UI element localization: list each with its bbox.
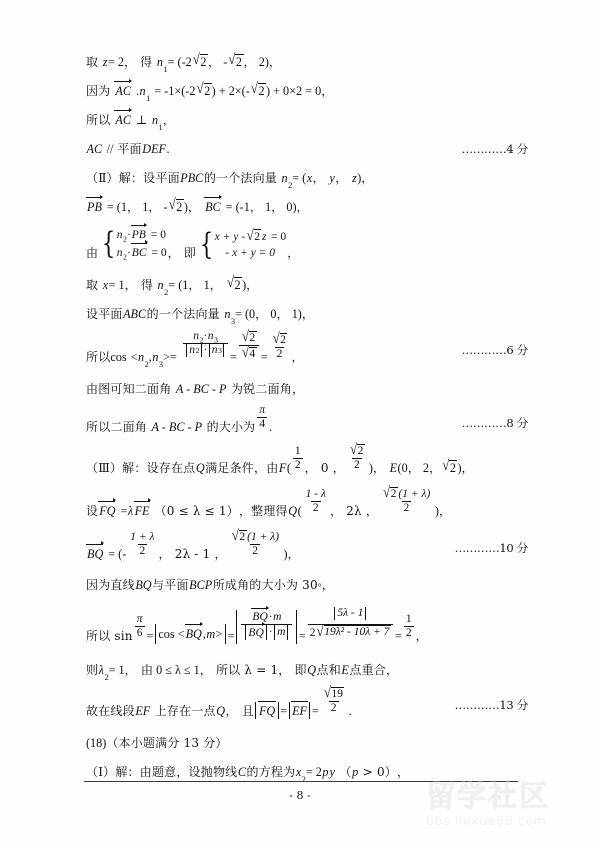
line1-eq1: = 2 (107, 54, 124, 69)
line18-t4: 点和 (316, 662, 341, 677)
line16-t2: 与平面 (152, 577, 189, 592)
text-line-ac-parallel-def (86, 139, 528, 157)
vector-fe: FE (134, 503, 150, 518)
fraction-sqrt19-over-2: √ 19 2 (323, 683, 343, 714)
line12-t1: 所以二面角 (86, 419, 148, 434)
line13-t1: 设存在点 (146, 460, 196, 475)
line18-t1: 由 0 ≤ λ ≤ 1 (140, 662, 200, 677)
line8-eq1: = 1 (108, 277, 125, 292)
line18-q: Q (307, 662, 317, 677)
line16-t3: 所成角的大小为 30 (212, 577, 318, 592)
line2-body-c: ) + 0×2 = 0 (266, 83, 322, 98)
line1-comma: ， (123, 55, 137, 69)
system-row-4: - x + y = 0 (225, 246, 275, 259)
line19-q: Q (216, 703, 226, 718)
line18-prefix: 则 (86, 662, 99, 677)
line1-prefix: 取 (86, 55, 99, 69)
line5-c1: ， (312, 171, 325, 185)
line6-bc-val: = (-1， 1， 0) (225, 199, 297, 214)
line5-x: x (306, 170, 313, 185)
line3-prefix: 所以 (86, 113, 111, 127)
watermark-main-text: 留学社区 (426, 779, 551, 813)
fraction-sqrt2-half-f: √ 2 2 (349, 440, 364, 471)
line9-eq: = (0， 0， 1) (235, 306, 302, 321)
line10-n2: n (138, 349, 145, 364)
line5-c2: ， (335, 171, 348, 185)
line21-c: C (237, 764, 246, 779)
line21-x: x (295, 764, 302, 779)
fraction-pi-over-4: $\frac{\pi}{4}$ (259, 404, 266, 430)
line5-t1: 设平面 (143, 171, 180, 185)
part-1-label: （Ⅰ）解： (86, 764, 140, 779)
line21-t2: 的方程为 (246, 764, 296, 779)
line21-y: y (329, 764, 335, 779)
line5-t2: 的一个法向量 (203, 171, 278, 185)
line1-n1: n (156, 54, 163, 69)
line5-pbc: PBC (180, 170, 204, 185)
fraction-bq-dot-m: BQ·m BQ · m (241, 609, 292, 644)
parallel-symbol: // (106, 141, 114, 156)
system-right (197, 225, 287, 263)
line4-end: . (166, 141, 170, 156)
line4-def: DEF (142, 141, 166, 156)
line7-end: ， (287, 246, 300, 261)
text-line-take-x: 取 x = 1 ， 得 n 2 = (1， 1， √ 2 ) ， (86, 273, 259, 298)
line18-e: E (341, 662, 349, 677)
line1-mid: ， - (207, 54, 228, 69)
line6-end: ， (296, 200, 309, 214)
fraction-pi-over-6: $\frac{\pi}{6}$ (136, 613, 143, 639)
score-mark-4: …………4 分 (461, 141, 528, 156)
watermark-url-text: bbs.liuxue86.com (426, 813, 547, 828)
text-line-equation-system (86, 226, 522, 261)
line12-t2: 的大小为 (206, 419, 256, 434)
line19-t3: 且 (241, 703, 254, 718)
text-line-conclusion-fq: 故在线段 EF 上存在一点 Q ， 且 FQ = EF = √ 19 2 . …………13 分 (86, 683, 528, 718)
text-line-dihedral-value (86, 404, 528, 435)
line19-t2: 上存在一点 (154, 703, 216, 718)
score-mark-8: …………8 分 (461, 416, 528, 431)
line7-prefix: 由 (86, 246, 99, 261)
perp-symbol: ⊥ (135, 112, 148, 127)
line8-end: ， (246, 278, 259, 293)
line13-fclose: ) (368, 460, 373, 475)
abs-cos-group: cos <BQ,m> (153, 624, 227, 644)
line2-body-b: ) + 2×(- (211, 83, 250, 98)
line10-lt: < (130, 349, 138, 364)
line16-bq: BQ (135, 577, 152, 592)
line10-n3: n (152, 349, 159, 364)
problem-18-points: （本小题满分 13 分） (106, 735, 228, 750)
text-line-therefore-perp: 所以 AC ⊥ n 1 ， (86, 112, 175, 132)
fraction-1-minus-lambda: $\frac{1 - \lambda}{2}$ (305, 488, 326, 514)
line1-de: 得 (140, 55, 153, 69)
text-line-part2-header: （Ⅱ）解： 设平面 PBC 的一个法向量 n 2 = ( x ， y ， z ) ， (86, 170, 374, 190)
sqrt-2-b: √ 2 (228, 50, 243, 69)
line13-t2: 满足条件，由 (205, 460, 279, 475)
line7-mid: ， 即 (167, 246, 197, 261)
lambda-1: λ (127, 503, 134, 518)
text-line-sin-formula: 所以 sin $\frac{\pi}{6}$ = cos <BQ,m> = BQ·m BQ · m = 5λ - 1 2 √ 19λ² - 10λ + 7 = $\frac{1}{2}$ ， (86, 607, 428, 643)
line15-c1: ， 2λ - 1 ， (158, 546, 227, 561)
line1-tail: ， 2) (243, 54, 269, 69)
abs-fraction-group (234, 610, 299, 644)
line18-t3: 即 (294, 662, 307, 677)
line6-pb-val: = (1， 1， - (106, 199, 168, 214)
line9-n: n (224, 306, 231, 321)
watermark (426, 779, 594, 840)
line11-dihedral: A - BC - P (175, 381, 227, 396)
text-line-because-ac: 因为 AC . n 1 = -1×(-2 √ 2 ) + 2×(- √ 2 ) + 0×2 = 0 ， (86, 79, 334, 103)
text-line-bq-vector: BQ = (- $\frac{1 + \lambda}{2}$ ， 2λ - 1 ， √ 2 (1 + λ) 2 ) ， …………10 分 (87, 526, 528, 561)
problem-number-18: (18) (86, 735, 107, 750)
line11-t1: 由图可知二面角 (86, 382, 172, 397)
text-line-problem-18-header (86, 733, 522, 751)
fraction-one-half-f: $\frac{1}{2}$ (294, 445, 301, 471)
fraction-1-plus-lambda: $\frac{1 + \lambda}{2}$ (130, 531, 155, 557)
text-line-pb-bc-vectors (86, 197, 522, 215)
text-line-lambda-solution: 则 λ 2 = 1 ， 由 0 ≤ λ ≤ 1 ， 所以 λ = 1 ， 即 Q 点和 E 点重合 ， (86, 662, 399, 682)
line12-end: . (269, 419, 273, 434)
line4-plane: 平面 (117, 142, 142, 156)
line13-q: Q (195, 460, 205, 475)
line13-fc1: ， 0 ， (304, 460, 345, 475)
line8-n: n (157, 277, 164, 292)
line13-sep: ， (372, 460, 386, 475)
part-2-label: （Ⅱ）解： (86, 171, 144, 185)
line1-var-z: z (102, 54, 108, 69)
text-line-part1-parabola: （Ⅰ）解： 由题意，设抛物线 C 的方程为 x 2 = 2 p y （ p > 0） ， (86, 764, 410, 784)
line6-pb-close: ) (183, 199, 188, 214)
line2-dot: . (135, 83, 140, 98)
line2-body-a: = -1×(-2 (154, 83, 196, 98)
text-line-fq-lambda-fe: 设 FQ = λ FE （0 ≤ λ ≤ 1） ，整理得 Q ( $\frac{1 - \lambda}{2}$ ， 2λ ， √ 2 (1 + λ) 2 ) ， (86, 483, 452, 518)
line1-end: ， (268, 55, 282, 69)
text-line-part3-header: （Ⅲ）解： 设存在点 Q 满足条件，由 F ( $\frac{1}{2}$ ， 0 ， √ 2 2 ) ， E (0， 2， √ 2 ) ， (86, 440, 474, 475)
line8-prefix: 取 (86, 278, 99, 293)
line6-sep: ， (187, 200, 201, 214)
line21-p: p (322, 764, 329, 779)
abs-fq: FQ (254, 702, 280, 719)
line17-prefix: 所以 sin (86, 628, 133, 643)
line13-e: E (389, 460, 398, 475)
vector-bc: BC (205, 199, 221, 214)
text-line-cos-formula: 所以 cos < n 2 , n 3 >= $n_2\cdot n_3$ n 2 · n 3 = √ 2 √ 4 = √ 2 2 ， …………6 分 (86, 327, 528, 370)
vector-bq-1: BQ (87, 546, 104, 561)
fraction-one-half-result: $\frac{1}{2}$ (405, 613, 412, 639)
line8-de: 得 (140, 278, 154, 293)
text-line-acute-dihedral (86, 379, 522, 397)
line11-end: ， (291, 382, 305, 397)
line18-t5: 点重合 (349, 662, 386, 677)
line21-t1: 由题意，设抛物线 (139, 764, 238, 779)
sqrt-2-c: √ 2 (196, 79, 211, 98)
line10-prefix: 所以 (86, 350, 111, 365)
fraction-sqrt2-over-2: √ 2 2 (272, 329, 286, 361)
system-row-3: x + y - √ 2 z = 0 (214, 229, 286, 246)
vector-fq: FQ (99, 503, 116, 518)
line10-gt: >= (163, 349, 177, 364)
system-row-1: $n_2\cdot PB = 0$ (116, 229, 166, 244)
line13-f: F (278, 460, 287, 475)
fraction-sqrt2-1-plus-lambda-2: √ 2 (1 + λ) 2 (231, 526, 280, 557)
system-left (99, 226, 166, 261)
line14-t2: ，整理得 (238, 503, 288, 518)
line14-prefix: 设 (86, 503, 99, 518)
line5-z: z (351, 170, 357, 185)
line9-end: ， (301, 307, 315, 322)
page-number: - 8 - (289, 789, 311, 802)
system-row-2: $n_2\cdot BC = 0$ (116, 246, 167, 261)
text-line-take-z: 取 z = 2 ， 得 n 1 = (-2 √ 2 ， - √ 2 ， 2) ， (86, 50, 282, 74)
score-mark-6: …………6 分 (461, 342, 528, 357)
line2-n: n (139, 83, 146, 98)
line10-cos: cos (110, 349, 127, 364)
line19-ef: EF (135, 703, 151, 718)
vector-ac-2: AC (115, 112, 131, 127)
line5-close: ) (357, 170, 362, 185)
line5-eq: = ( (292, 170, 307, 185)
line5-end: ， (361, 171, 374, 185)
line9-abc: ABC (123, 306, 147, 321)
fraction-5lambda-over-sqrt: 5λ - 1 2 √ 19λ² - 10λ + 7 (308, 607, 393, 640)
line10-end: ， (291, 350, 304, 365)
line18-t2: 所以 λ = 1 (215, 662, 279, 677)
score-mark-10: …………10 分 (454, 541, 528, 556)
line12-dihedral: A - BC - P (151, 419, 203, 434)
line3-n: n (151, 112, 159, 127)
line3-end: ， (162, 113, 175, 127)
line11-t2: 为锐二面角 (230, 382, 292, 397)
line14-q: Q (288, 503, 298, 518)
line16-t1: 因为直线 (86, 577, 135, 592)
line10-eq1: = (229, 349, 237, 364)
line9-t1: 设平面 (86, 307, 123, 322)
line10-eq2: = (260, 349, 268, 364)
sqrt-2-e: √ 2 (168, 195, 183, 214)
line8-c: ， (124, 278, 137, 293)
line8-close: ) (242, 277, 247, 292)
line19-t1: 故在线段 (86, 703, 135, 718)
fraction-sqrt2-over-sqrt4: √ 2 √ 4 (239, 330, 259, 361)
sqrt-2-a: √ 2 (192, 50, 207, 69)
sqrt-2-f: √ 2 (246, 229, 262, 246)
line14-c1: ， 2λ ， (329, 503, 379, 518)
sqrt-2-g: √ 2 (226, 273, 241, 292)
text-line-angle-30: 因为直线 BQ 与平面 BCP 所成角的大小为 30 ° ， (86, 577, 334, 594)
left-brace-2: { (199, 227, 214, 263)
vector-pb: PB (87, 199, 102, 214)
document-body (86, 50, 528, 791)
fraction-sqrt2-1-plus-lambda: √ 2 (1 + λ) 2 (383, 483, 431, 514)
line5-y: y (329, 170, 335, 185)
lambda-range: （0 ≤ λ ≤ 1） (154, 503, 239, 518)
line8-x: x (102, 277, 109, 292)
degree-symbol: ° (317, 582, 322, 594)
line16-bcp: BCP (189, 577, 213, 592)
line2-prefix: 因为 (86, 84, 111, 98)
sqrt-2-h: √ 2 (442, 456, 456, 475)
text-line-plane-abc-normal: 设平面 ABC 的一个法向量 n 3 = (0， 0， 1) ， (86, 306, 315, 327)
line1-eq2: = (-2 (167, 54, 192, 69)
line9-t2: 的一个法向量 (146, 307, 220, 322)
fraction-cos-ratio: $n_2\cdot n_3$ n 2 · n 3 (183, 330, 228, 361)
score-mark-13: …………13 分 (454, 698, 528, 713)
part-3-label: （Ⅲ）解： (86, 460, 147, 475)
line8-eq2: = (1， 1， (168, 277, 222, 292)
line4-ac: AC (86, 141, 103, 156)
sqrt-2-d: √ 2 (250, 79, 265, 98)
left-brace-1: { (102, 225, 116, 261)
abs-ef: EF (287, 702, 312, 719)
line5-n: n (281, 170, 288, 185)
line2-end: ， (321, 84, 334, 98)
lambda-2: λ (98, 662, 104, 677)
vector-ac-1: AC (115, 83, 131, 98)
